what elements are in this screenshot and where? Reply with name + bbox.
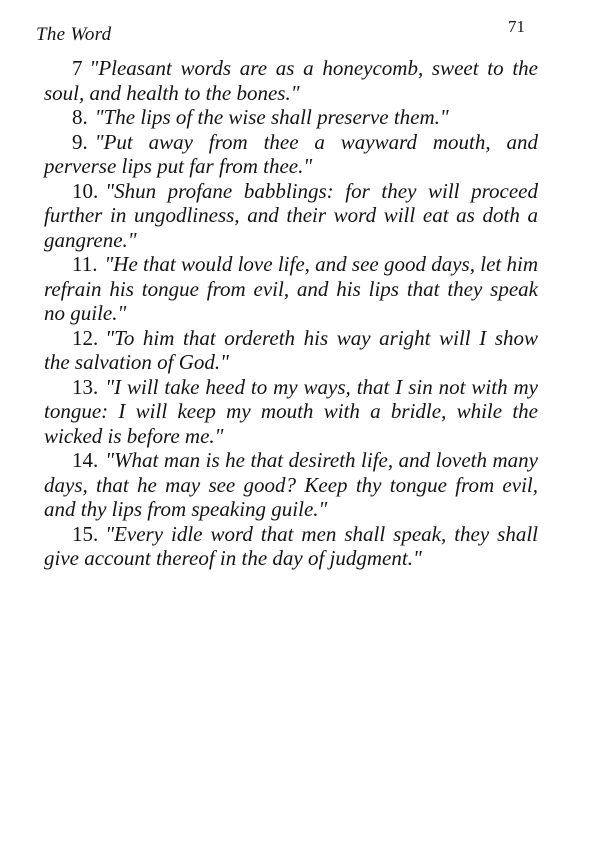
verse-number: 13. [72,374,99,399]
verse-text: "He that would love life, and see good days, let him refrain his tongue from evil, and his lips that they speak no guile." [44,252,538,325]
verse-8 [44,105,538,130]
verse-text: "Every idle word that men shall speak, they shall give account thereof in the day of judgment." [44,521,538,570]
verse-text: "Pleasant words are as a honeycomb, sweet to the soul, and health to the bones." [44,56,538,105]
verse-number: 9. [72,129,88,154]
verse-12 [44,326,538,375]
verse-number: 12. [72,325,99,350]
verse-text: "Put away from thee a wayward mouth, and perverse lips put far from thee." [44,129,538,178]
verse-text: "The lips of the wise shall preserve them." [94,105,449,129]
verse-13 [44,375,538,449]
verse-number: 8. [72,105,88,129]
verse-number: 14. [72,448,99,472]
running-title: The Word [36,24,112,45]
verse-text: "Shun profane babblings: for they will proceed further in ungodliness, and their word will eat as doth a gangrene." [44,178,538,252]
verse-14 [44,448,538,522]
verse-9 [44,130,538,179]
verse-number: 15. [72,521,99,546]
page-number: 71 [508,17,525,36]
verse-number: 7 [72,56,83,80]
verse-list [44,56,538,571]
verse-11 [44,252,538,326]
verse-number: 10. [72,178,99,203]
verse-number: 11. [72,252,98,276]
verse-text: "To him that ordereth his way aright will I show the salvation of God." [44,325,538,374]
verse-text: "I will take heed to my ways, that I sin not with my tongue: I will keep my mouth with a bridle, while the wicked is before me." [44,374,538,448]
verse-10 [44,179,538,253]
verse-7 [44,56,538,105]
verse-15 [44,522,538,571]
verse-text: "What man is he that desireth life, and loveth many days, that he may see good? Keep thy tongue from evil, and thy lips from speaking guile." [44,448,538,521]
